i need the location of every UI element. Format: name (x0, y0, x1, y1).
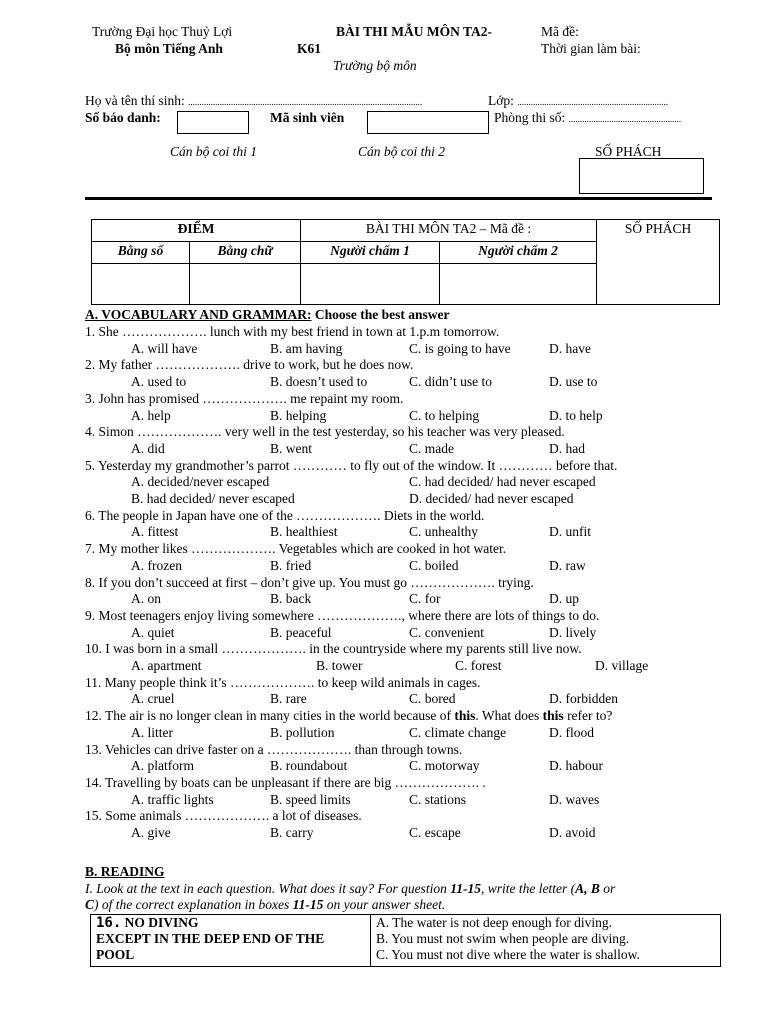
question-4-option-c[interactable]: C. made (409, 440, 454, 456)
reading-instruction-line-1 (85, 881, 615, 897)
question-7-option-a[interactable]: A. frozen (131, 557, 182, 573)
question-2-option-a[interactable]: A. used to (131, 374, 187, 390)
question-4-option-a[interactable]: A. did (131, 440, 165, 456)
question-2-option-d[interactable]: D. use to (549, 374, 598, 390)
question-6-option-b[interactable]: B. healthiest (270, 524, 338, 540)
question-12-stem (85, 708, 612, 724)
question-10-option-c[interactable]: C. forest (455, 658, 502, 673)
question-5-stem: 5. Yesterday my grandmother’s parrot ………… to fly out of the window. It ………… before that. (85, 457, 618, 473)
class-field[interactable] (488, 93, 668, 109)
question-16-number: 16. (96, 915, 122, 931)
question-10-option-d[interactable]: D. village (595, 658, 649, 673)
question-15-option-c[interactable]: C. escape (409, 825, 461, 840)
room-field[interactable] (494, 110, 681, 126)
sign-line-3: POOL (96, 947, 135, 962)
proctor-2-label: Cán bộ coi thi 2 (358, 144, 445, 159)
instr2-mid: ) of the correct explanation in boxes (94, 897, 293, 912)
question-2-option-b[interactable]: B. doesn’t used to (270, 374, 368, 390)
sign-line-2: EXCEPT IN THE DEEP END OF THE (96, 931, 325, 946)
question-12-option-c[interactable]: C. climate change (409, 724, 507, 740)
sbd-box[interactable] (177, 111, 249, 134)
question-9-option-c[interactable]: C. convenient (409, 624, 484, 640)
option-b[interactable]: B. You must not swim when people are diving. (376, 931, 630, 946)
question-7-stem: 7. My mother likes ………………. Vegetables which are cooked in hot water. (85, 541, 507, 557)
so-phach-label: SỐ PHÁCH (595, 144, 662, 159)
question-15-stem: 15. Some animals ………………. a lot of diseases. (85, 808, 362, 824)
instr1-letters: A, B (575, 881, 600, 896)
so-phach-header-cell: SỐ PHÁCH (597, 220, 720, 305)
time-label: Thời gian làm bài: (541, 41, 641, 56)
question-3-stem: 3. John has promised ………………. me repaint my room. (85, 390, 404, 406)
university-name: Trường Đại học Thuỷ Lợi (92, 24, 233, 39)
question-3-option-c[interactable]: C. to helping (409, 407, 480, 423)
question-9-option-a[interactable]: A. quiet (131, 624, 175, 640)
grader-2-cell[interactable] (440, 264, 597, 305)
question-1-option-b[interactable]: B. am having (270, 340, 343, 356)
question-14-option-d[interactable]: D. waves (549, 791, 600, 807)
question-1-option-a[interactable]: A. will have (131, 340, 198, 356)
question-6-option-d[interactable]: D. unfit (549, 524, 591, 540)
question-2-stem: 2. My father ………………. drive to work, but he does now. (85, 357, 414, 373)
question-9-option-b[interactable]: B. peaceful (270, 624, 332, 640)
question-12-q-bold1: this (454, 708, 476, 724)
question-12-q-post: refer to? (563, 708, 613, 724)
score-in-digits-header: Bằng số (92, 242, 190, 264)
question-14-option-a[interactable]: A. traffic lights (131, 791, 214, 807)
section-a-instruction: Choose the best answer (311, 307, 450, 322)
msv-box[interactable] (367, 111, 489, 134)
instr1-post: or (599, 881, 616, 896)
question-12-option-d[interactable]: D. flood (549, 724, 594, 740)
score-in-words-header: Bằng chữ (190, 242, 301, 264)
question-8-option-b[interactable]: B. back (270, 591, 312, 607)
class-dots: ................................................................... (517, 97, 669, 107)
question-11-stem: 11. Many people think it’s ………………. to keep wild animals in cages. (85, 674, 481, 690)
question-11-option-c[interactable]: C. bored (409, 691, 456, 707)
question-5-option-c[interactable]: B. had decided/ never escaped (131, 491, 295, 506)
reading-instruction-line-2 (85, 897, 445, 913)
question-15-option-a[interactable]: A. give (131, 825, 171, 840)
instr2-letter: C (85, 897, 95, 912)
section-a-title: A. VOCABULARY AND GRAMMAR: (85, 307, 312, 322)
question-13-option-a[interactable]: A. platform (131, 758, 194, 774)
sign-line-1: NO DIVING (124, 915, 199, 930)
grader-1-header: Người chấm 1 (301, 242, 440, 264)
question-12-q-pre: 12. The air is no longer clean in many cities in the world because of (85, 708, 455, 724)
student-name-field[interactable] (85, 93, 422, 109)
question-13-option-b[interactable]: B. roundabout (270, 758, 348, 774)
question-11-option-d[interactable]: D. forbidden (549, 691, 618, 707)
question-8-option-c[interactable]: C. for (409, 591, 441, 607)
question-7-option-b[interactable]: B. fried (270, 557, 312, 573)
score-header-cell: ĐIỂM (92, 220, 301, 242)
instr1-range: 11-15 (450, 881, 481, 896)
class-label: Lớp: (488, 93, 514, 108)
question-13-option-c[interactable]: C. motorway (409, 758, 480, 774)
question-10-stem: 10. I was born in a small ………………. in the countryside where my parents still live now. (85, 641, 582, 657)
instr1-mid: , write the letter ( (480, 881, 576, 896)
instr2-post: on your answer sheet. (323, 897, 446, 912)
proctor-1-label: Cán bộ coi thi 1 (170, 144, 257, 159)
msv-label: Mã sinh viên (270, 110, 345, 125)
student-name-label: Họ và tên thí sinh: (85, 93, 185, 108)
question-6-stem: 6. The people in Japan have one of the ………………. Diets in the world. (85, 507, 485, 523)
sign-cell (91, 915, 371, 967)
question-3-option-b[interactable]: B. helping (270, 407, 327, 423)
head-of-dept-label: Trường bộ môn (333, 58, 417, 73)
question-10-option-b[interactable]: B. tower (316, 658, 363, 673)
section-b-title: B. READING (85, 864, 165, 879)
question-1-option-c[interactable]: C. is going to have (409, 340, 511, 356)
question-5-option-d[interactable]: D. decided/ had never escaped (409, 491, 574, 506)
question-4-stem: 4. Simon ………………. very well in the test yesterday, so his teacher was very pleased. (85, 424, 565, 440)
question-8-option-a[interactable]: A. on (131, 591, 161, 607)
question-11-option-b[interactable]: B. rare (270, 691, 307, 707)
question-13-stem: 13. Vehicles can drive faster on a ………………. than through towns. (85, 741, 463, 757)
question-8-stem: 8. If you don’t succeed at first – don’t give up. You must go ………………. trying. (85, 574, 534, 590)
sbd-label: Số báo danh: (85, 110, 161, 125)
question-14-option-c[interactable]: C. stations (409, 791, 467, 807)
room-label: Phòng thi số: (494, 110, 566, 125)
header-divider (85, 197, 712, 200)
question-13-option-d[interactable]: D. habour (549, 758, 603, 774)
question-14-option-b[interactable]: B. speed limits (270, 791, 351, 807)
student-name-dots: ........................................................................................................ (188, 97, 423, 107)
exam-info-header-cell: BÀI THI MÔN TA2 – Mã đề : (301, 220, 597, 242)
question-4-option-b[interactable]: B. went (270, 440, 312, 456)
grader-2-header: Người chấm 2 (440, 242, 597, 264)
option-a[interactable]: A. The water is not deep enough for diving. (376, 915, 612, 930)
score-table (91, 219, 720, 305)
question-2-option-c[interactable]: C. didn’t use to (409, 374, 493, 390)
options-cell (371, 915, 721, 967)
question-8-option-d[interactable]: D. up (549, 591, 579, 607)
question-5-option-a[interactable]: A. decided/never escaped (131, 474, 270, 490)
question-15-option-d[interactable]: D. avoid (549, 825, 596, 840)
question-12-option-a[interactable]: A. litter (131, 724, 173, 740)
option-c[interactable]: C. You must not dive where the water is shallow. (376, 947, 640, 962)
section-a-heading (85, 307, 450, 323)
question-3-option-a[interactable]: A. help (131, 407, 171, 423)
question-9-option-d[interactable]: D. lively (549, 624, 597, 640)
score-digits-cell[interactable] (92, 264, 190, 305)
instr1-text: I. Look at the text in each question. What does it say? For question (85, 881, 451, 896)
question-12-option-b[interactable]: B. pollution (270, 724, 335, 740)
question-5-option-b[interactable]: C. had decided/ had never escaped (409, 474, 596, 490)
question-7-option-d[interactable]: D. raw (549, 557, 586, 573)
question-11-option-a[interactable]: A. cruel (131, 691, 175, 707)
question-9-stem: 9. Most teenagers enjoy living somewhere ………………., where there are lots of things to do. (85, 607, 600, 623)
room-dots: .................................................. (568, 114, 682, 124)
exam-code-label: Mã đề: (541, 24, 579, 39)
exam-title: BÀI THI MẪU MÔN TA2- (336, 24, 493, 39)
reading-question-16 (90, 914, 721, 967)
so-phach-box[interactable] (579, 158, 704, 194)
question-10-option-a[interactable]: A. apartment (131, 658, 202, 673)
question-14-stem: 14. Travelling by boats can be unpleasant if there are big ………………. . (85, 774, 486, 790)
question-12-q-bold2: this (542, 708, 564, 724)
grader-1-cell[interactable] (301, 264, 440, 305)
question-4-option-d[interactable]: D. had (549, 440, 585, 456)
question-3-option-d[interactable]: D. to help (549, 407, 603, 423)
question-6-option-c[interactable]: C. unhealthy (409, 524, 478, 540)
question-7-option-c[interactable]: C. boiled (409, 557, 459, 573)
question-6-option-a[interactable]: A. fittest (131, 524, 179, 540)
department-name: Bộ môn Tiếng Anh (115, 41, 223, 56)
question-12-q-mid: . What does (475, 708, 543, 724)
question-1-stem: 1. She ………………. lunch with my best friend in town at 1.p.m tomorrow. (85, 324, 500, 339)
question-15-option-b[interactable]: B. carry (270, 825, 314, 840)
question-1-option-d[interactable]: D. have (549, 340, 591, 356)
instr2-range: 11-15 (292, 897, 324, 912)
score-words-cell[interactable] (190, 264, 301, 305)
exam-title-cohort: K61 (297, 41, 322, 56)
